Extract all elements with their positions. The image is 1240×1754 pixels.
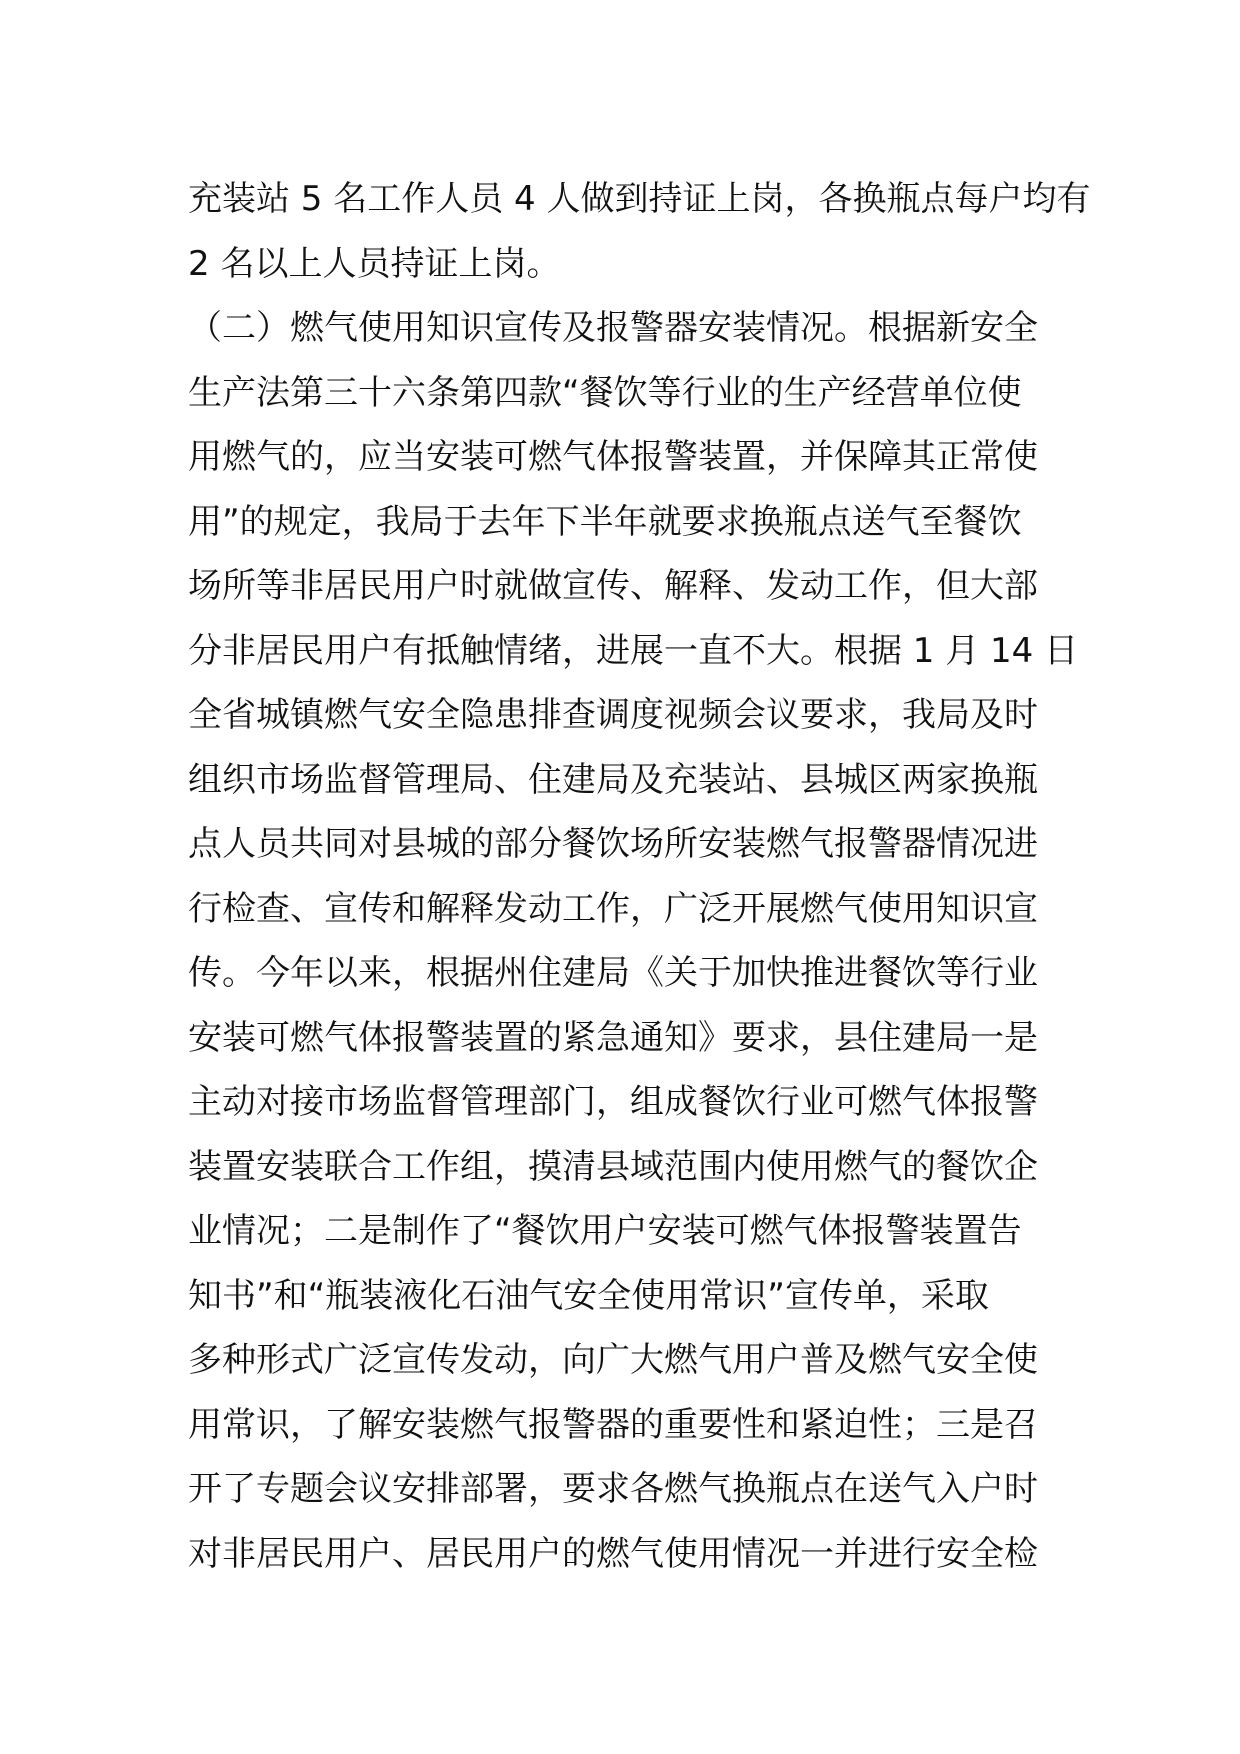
section-heading-line: （二）燃气使用知识宣传及报警器安装情况。根据新安全 (188, 308, 1038, 348)
text-line: 安装可燃气体报警装置的紧急通知》要求，县住建局一是 (188, 1017, 1038, 1058)
text-line: 用”的规定，我局于去年下半年就要求换瓶点送气至餐饮 (188, 501, 1022, 542)
text-line: 组织市场监督管理局、住建局及充装站、县城区两家换瓶 (188, 759, 1038, 800)
text-line: 主动对接市场监督管理部门，组成餐饮行业可燃气体报警 (188, 1082, 1038, 1122)
text-line: 装置安装联合工作组，摸清县域范围内使用燃气的餐饮企 (188, 1146, 1038, 1187)
text-line: 用燃气的，应当安装可燃气体报警装置，并保障其正常使 (188, 437, 1038, 477)
text-line: 场所等非居民用户时就做宣传、解释、发动工作，但大部 (188, 566, 1038, 606)
body-text (188, 167, 1091, 1586)
text-line: 用常识，了解安装燃气报警器的重要性和紧迫性；三是召 (188, 1404, 1038, 1445)
text-line: 对非居民用户、居民用户的燃气使用情况一并进行安全检 (188, 1533, 1038, 1574)
text-line: 2 名以上人员持证上岗。 (188, 243, 561, 284)
text-line: 行检查、宣传和解释发动工作，广泛开展燃气使用知识宣 (188, 888, 1038, 929)
text-line: 知书”和“瓶装液化石油气安全使用常识”宣传单，采取 (188, 1275, 989, 1316)
text-line: 多种形式广泛宣传发动，向广大燃气用户普及燃气安全使 (188, 1340, 1038, 1380)
text-line: 分非居民用户有抵触情绪，进展一直不大。根据 1 月 14 日 (188, 630, 1079, 671)
text-line: 传。今年以来，根据州住建局《关于加快推进餐饮等行业 (188, 953, 1038, 993)
text-line: 充装站 5 名工作人员 4 人做到持证上岗，各换瓶点每户均有 (188, 179, 1091, 219)
text-line: 点人员共同对县城的部分餐饮场所安装燃气报警器情况进 (188, 824, 1038, 864)
text-line: 全省城镇燃气安全隐患排查调度视频会议要求，我局及时 (188, 695, 1038, 735)
text-line: 生产法第三十六条第四款“餐饮等行业的生产经营单位使 (188, 372, 1022, 413)
text-line: 开了专题会议安排部署，要求各燃气换瓶点在送气入户时 (188, 1469, 1038, 1509)
text-line: 业情况；二是制作了“餐饮用户安装可燃气体报警装置告 (188, 1211, 1022, 1251)
